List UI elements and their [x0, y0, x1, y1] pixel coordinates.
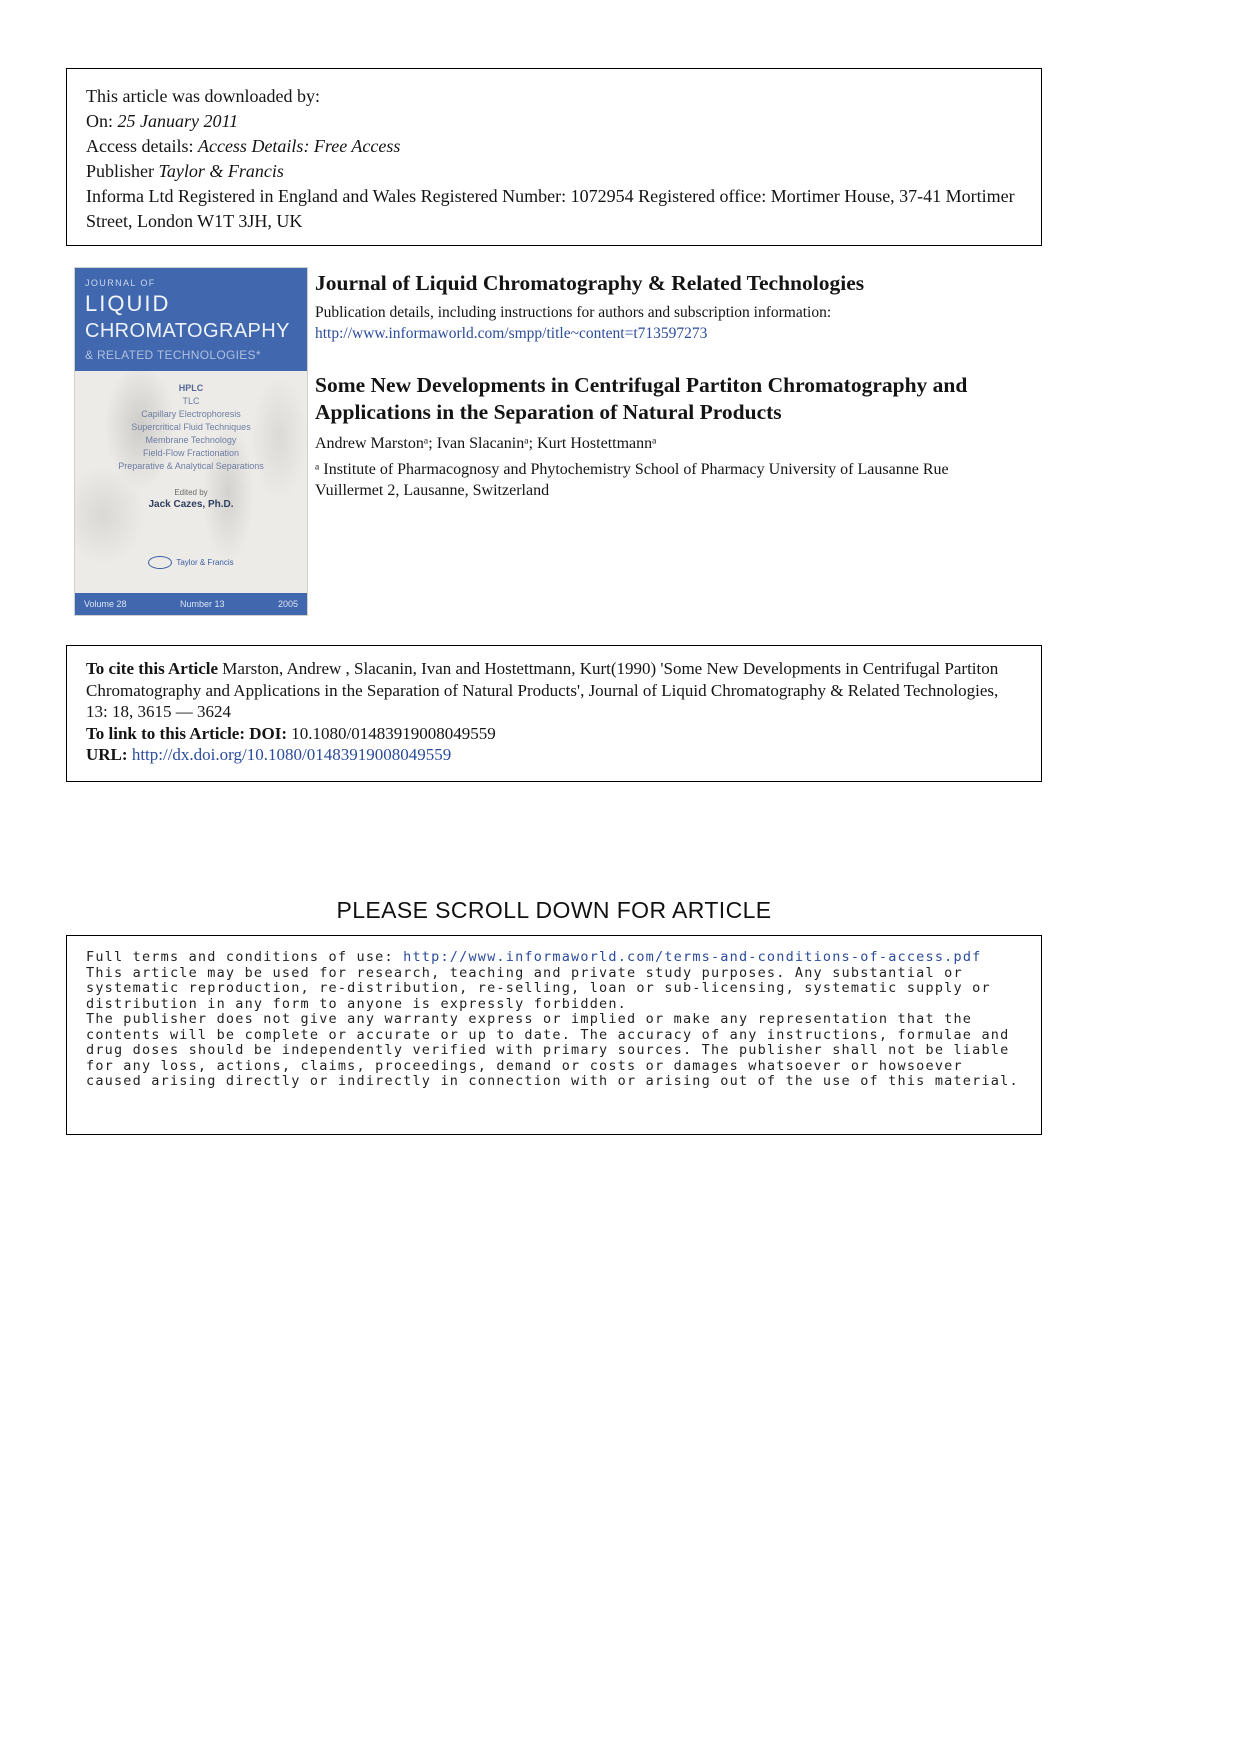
- access-details-line: [86, 134, 1022, 159]
- cover-topic: Capillary Electrophoresis: [141, 409, 241, 419]
- terms-link-line: [86, 950, 1022, 966]
- cover-topics-list: [75, 371, 307, 473]
- doi-line: [86, 723, 1022, 745]
- terms-link[interactable]: http://www.informaworld.com/terms-and-conditions-of-access.pdf: [403, 949, 982, 965]
- publication-details: Publication details, including instructions for authors and subscription information:: [315, 304, 832, 321]
- cover-number: Number 13: [179, 599, 225, 609]
- cover-masthead-liquid: LIQUID: [85, 291, 171, 316]
- editor-name: Jack Cazes, Ph.D.: [148, 499, 234, 510]
- cite-label: To cite this Article: [86, 659, 219, 678]
- article-authors: Andrew Marstonᵃ; Ivan Slacaninᵃ; Kurt Hostettmannᵃ: [315, 435, 657, 452]
- on-label: On:: [86, 111, 118, 131]
- cite-text: Marston, Andrew , Slacanin, Ivan and Hostettmann, Kurt(1990) 'Some New Developments in Centrifugal Partiton Chromatography and Applications in the Separation of Natural Products', Journal of Liquid Chromatography & Related Technologies, 13: 18, 3615 — 3624: [86, 659, 999, 721]
- taylor-francis-ellipse-icon: [148, 556, 172, 569]
- cover-editor-block: [75, 488, 307, 510]
- access-label: Access details:: [86, 136, 198, 156]
- cover-topic: Supercritical Fluid Techniques: [131, 422, 251, 432]
- cover-volume: Volume 28: [84, 599, 127, 609]
- scroll-down-notice: PLEASE SCROLL DOWN FOR ARTICLE: [336, 897, 772, 923]
- download-date: 25 January 2011: [117, 111, 239, 131]
- cover-footer: [75, 593, 307, 615]
- terms-paragraph-1: This article may be used for research, teaching and private study purposes. Any substantial or systematic reproduction, re-distribution, re-selling, loan or sub-licensing, systematic supply or distribution in any form to anyone is expressly forbidden.: [86, 964, 991, 1012]
- cover-topic: Preparative & Analytical Separations: [118, 461, 264, 471]
- doi-label: To link to this Article: DOI:: [86, 723, 292, 743]
- download-info-box: [66, 68, 1042, 246]
- publisher-label: Publisher: [86, 161, 159, 181]
- cover-year: 2005: [277, 599, 298, 609]
- cover-masthead-kicker: JOURNAL OF: [85, 278, 156, 288]
- publisher-name: Taylor & Francis: [158, 161, 284, 181]
- article-affiliation: ᵃ Institute of Pharmacognosy and Phytochemistry School of Pharmacy University of Lausanne Rue Vuillermet 2, Lausanne, Switzerland: [315, 461, 949, 499]
- url-line: [86, 744, 1022, 766]
- cover-body: [75, 371, 307, 593]
- terms-paragraph-2: The publisher does not give any warranty express or implied or make any representation that the contents will be complete or accurate or up to date. The accuracy of any instructions, formulae and drug doses should be independently verified with primary sources. The publisher shall not be liable for any loss, actions, claims, proceedings, demand or costs or damages whatsoever or howsoever caused arising directly or indirectly in connection with or arising out of the use of this material.: [86, 1011, 1019, 1089]
- terms-link-label: Full terms and conditions of use:: [86, 949, 404, 965]
- taylor-francis-logo-text: Taylor & Francis: [176, 558, 234, 567]
- url-label: URL:: [86, 745, 132, 764]
- journal-title: Journal of Liquid Chromatography & Related Technologies: [315, 271, 865, 295]
- cover-masthead-chromatography: CHROMATOGRAPHY: [85, 320, 290, 342]
- edited-by-label: Edited by: [174, 488, 208, 497]
- publication-link[interactable]: http://www.informaworld.com/smpp/title~content=t713597273: [315, 325, 708, 342]
- downloaded-by-line: This article was downloaded by:: [86, 86, 320, 106]
- access-value: Access Details: Free Access: [197, 136, 401, 156]
- terms-box: [66, 935, 1042, 1135]
- citation-box: [66, 645, 1042, 782]
- cover-topic: Membrane Technology: [145, 435, 237, 445]
- cite-line: [86, 658, 1022, 723]
- article-header: [315, 372, 1015, 501]
- doi-url-link[interactable]: http://dx.doi.org/10.1080/01483919008049559: [131, 745, 452, 764]
- article-title: Some New Developments in Centrifugal Partiton Chromatography and Applications in the Separation of Natural Products: [315, 373, 968, 424]
- cover-masthead-subtitle: & RELATED TECHNOLOGIES*: [85, 348, 261, 362]
- taylor-francis-logo: [75, 556, 307, 569]
- cover-topic: TLC: [182, 396, 200, 406]
- doi-value: 10.1080/01483919008049559: [291, 723, 496, 743]
- cover-topic: Field-Flow Fractionation: [142, 448, 240, 458]
- registration-line: Informa Ltd Registered in England and Wales Registered Number: 1072954 Registered office: Mortimer House, 37-41 Mortimer Street, London W1T 3JH, UK: [86, 186, 1015, 231]
- cover-topic: HPLC: [178, 383, 204, 393]
- download-date-line: [86, 109, 1022, 134]
- publisher-line: [86, 159, 1022, 184]
- cover-masthead: [75, 268, 307, 371]
- journal-cover-thumbnail: [75, 268, 307, 615]
- journal-header: [315, 271, 1030, 343]
